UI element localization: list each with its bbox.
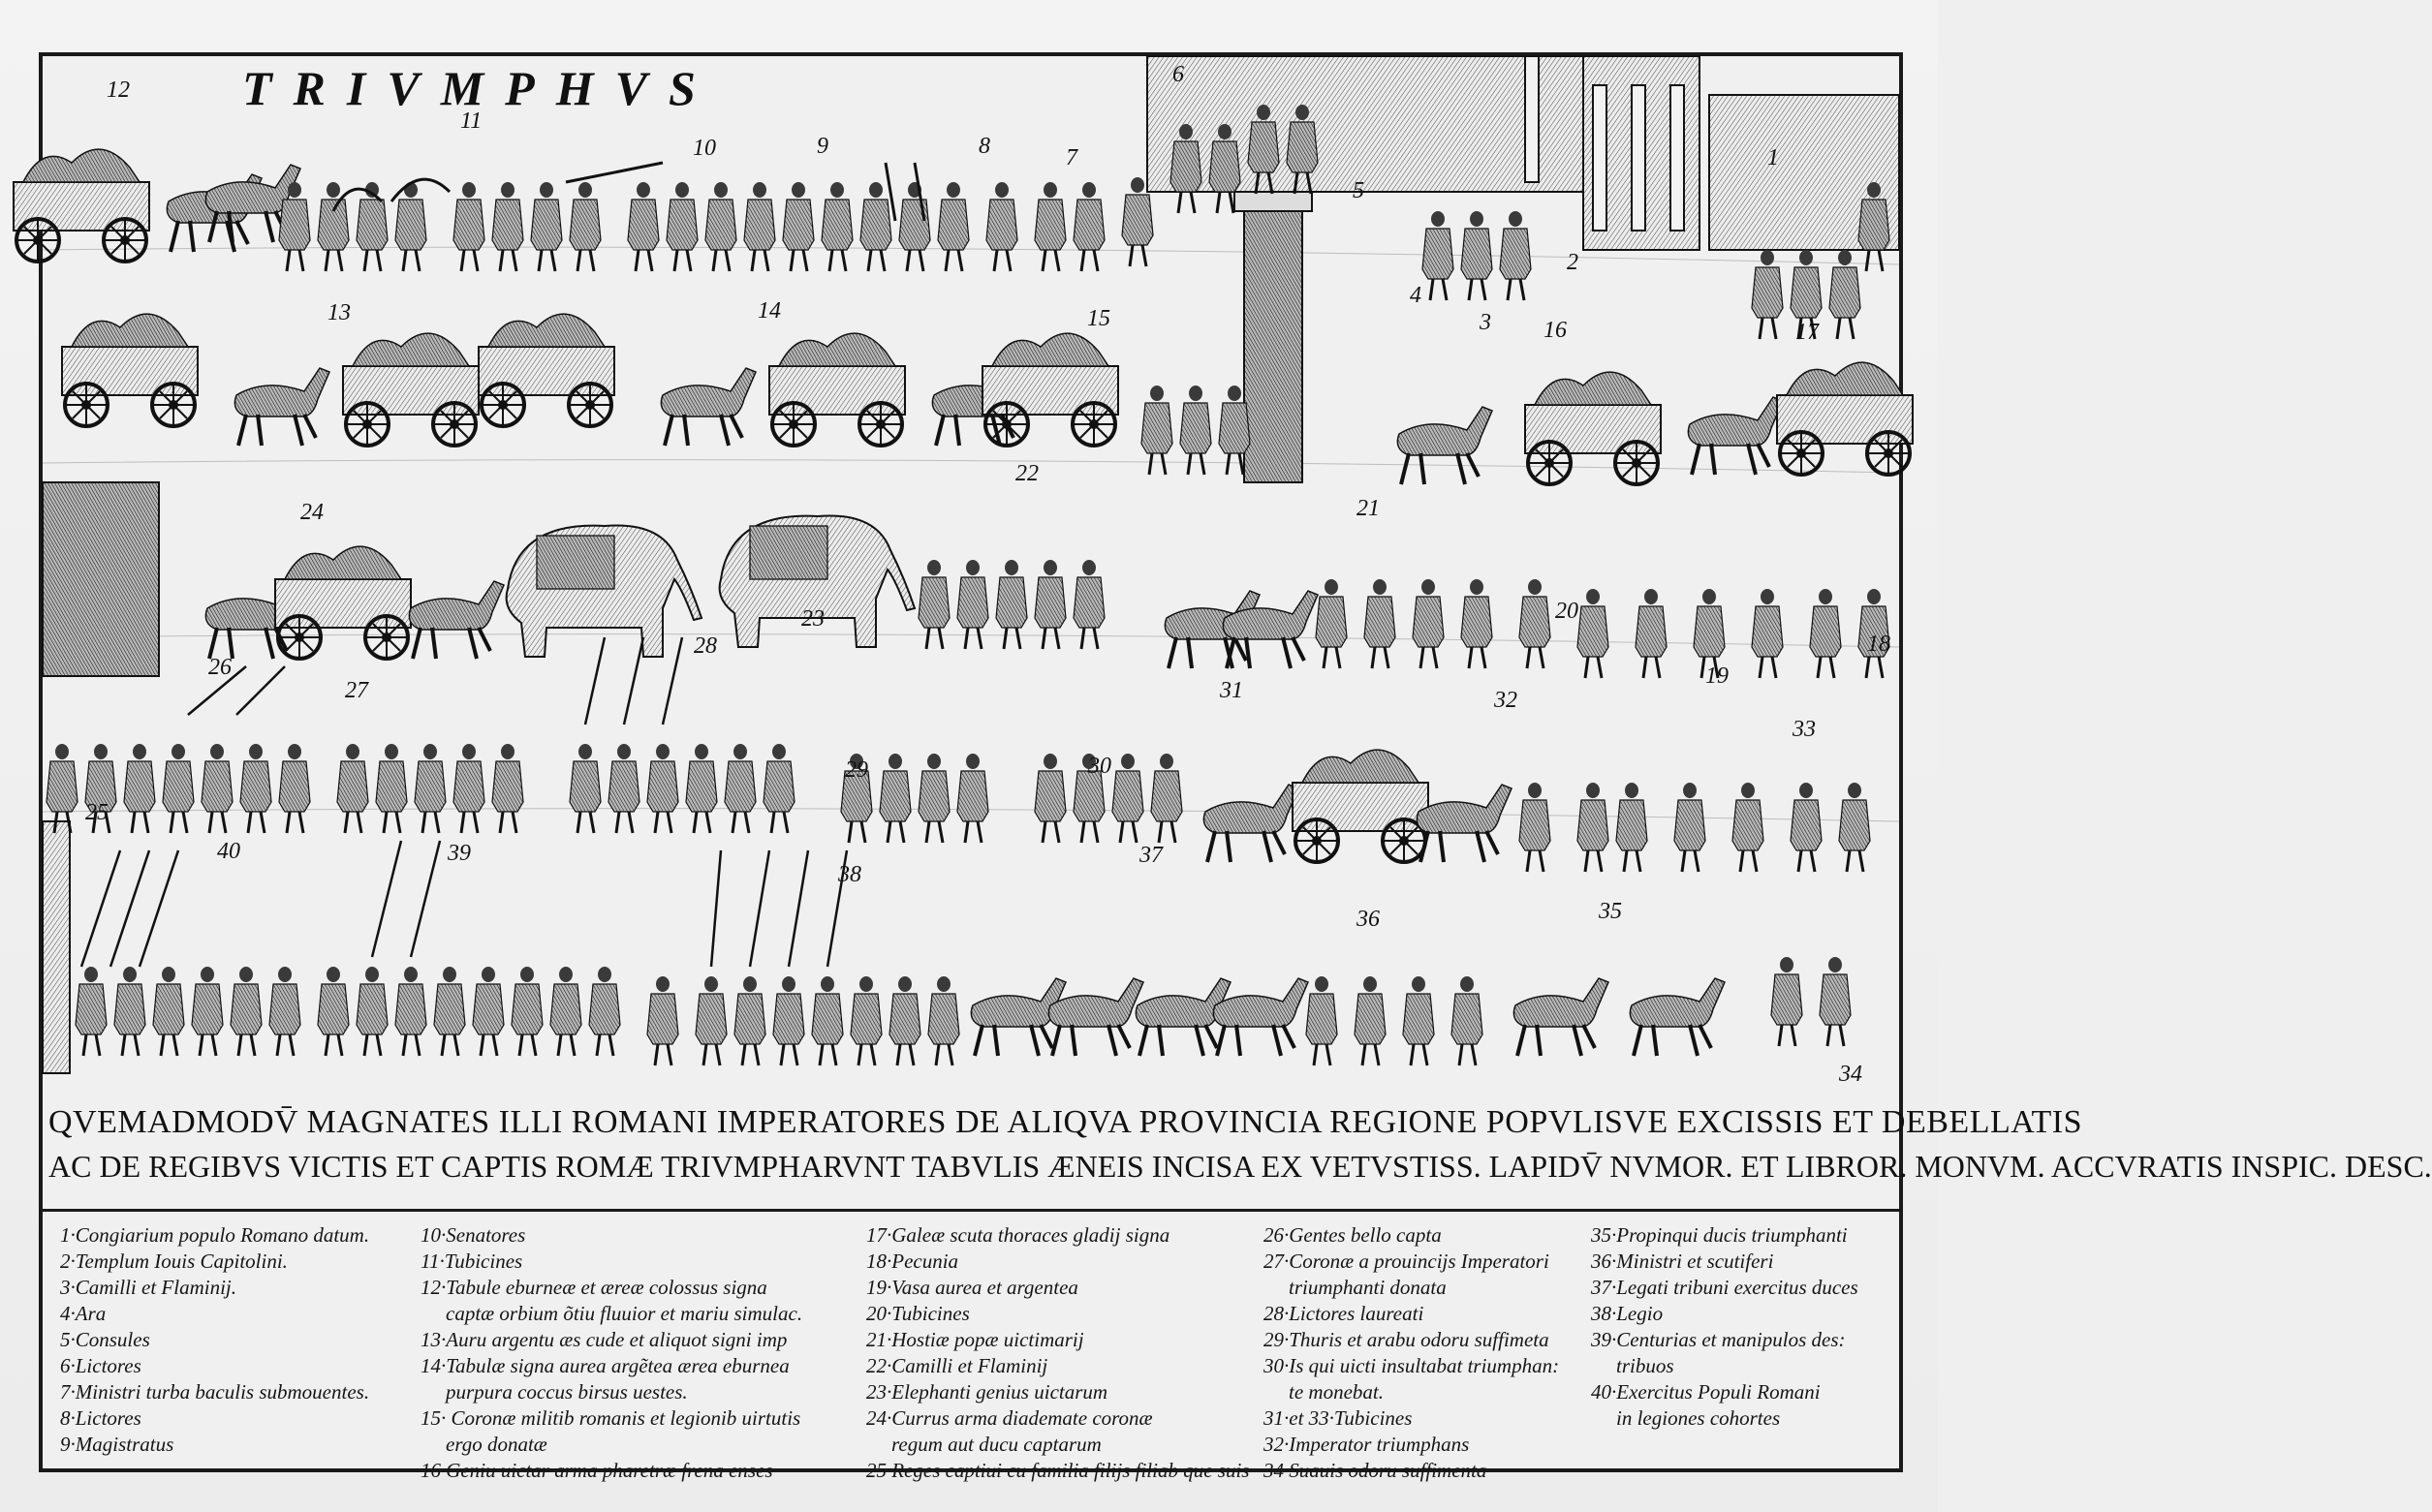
- ref-number: 24: [300, 500, 324, 525]
- legend-item: 6·Lictores: [60, 1354, 141, 1377]
- ref-number: 26: [208, 655, 232, 680]
- ref-number: 4: [1410, 283, 1421, 308]
- ref-number: 22: [1015, 461, 1039, 486]
- ref-number: 32: [1494, 688, 1517, 713]
- legend-item: triumphanti donata: [1289, 1276, 1447, 1299]
- legend-item: captæ orbium õtiu fluuior et mariu simulac.: [446, 1302, 803, 1325]
- procession-row-3: [205, 515, 1889, 678]
- legend-item: 23·Elephanti genius uictarum: [866, 1380, 1108, 1404]
- legend-item: ergo donatæ: [446, 1433, 547, 1456]
- legend-item: 9·Magistratus: [60, 1433, 174, 1456]
- ref-number: 8: [979, 134, 990, 159]
- legend-item: tribuos: [1616, 1354, 1674, 1377]
- legend-item: 20·Tubicines: [866, 1302, 970, 1325]
- ref-number: 10: [693, 136, 716, 161]
- legend-item: 26·Gentes bello capta: [1263, 1223, 1442, 1247]
- ref-number: 7: [1066, 145, 1077, 170]
- ref-number: 40: [217, 839, 240, 864]
- ref-number: 2: [1567, 250, 1578, 275]
- ref-number: 23: [801, 606, 825, 632]
- legend-item: 10·Senatores: [421, 1223, 526, 1247]
- caption-line-1: QVEMADMODV̄ MAGNATES ILLI ROMANI IMPERATORES DE ALIQVA PROVINCIA REGIONE POPVLISVE EXCISSIS ET DEBELLATIS: [48, 1104, 2083, 1140]
- ref-number: 18: [1867, 632, 1890, 657]
- legend-item: 25·Reges captiui cu familia filijs filiab que suis: [866, 1459, 1250, 1482]
- legend-column-5: [1591, 1222, 1858, 1432]
- ref-number: 21: [1356, 496, 1380, 521]
- ref-number: 38: [838, 862, 861, 887]
- legend-item: 22·Camilli et Flaminij: [866, 1354, 1048, 1377]
- legend-column-4: [1263, 1222, 1559, 1484]
- legend-item: 14·Tabulæ signa aurea argẽtea ærea eburnea: [421, 1354, 790, 1377]
- ref-number: 34: [1839, 1062, 1862, 1087]
- ref-number: 33: [1793, 717, 1816, 742]
- legend-item: 38·Legio: [1591, 1302, 1664, 1325]
- engraving-title: TRIVMPHVS: [242, 61, 717, 115]
- caption-line-2: AC DE REGIBVS VICTIS ET CAPTIS ROMÆ TRIVMPHARVNT TABVLIS ÆNEIS INCISA EX VETVSTISS. LAPIDV̄ NVMOR. ET LIBROR. MONVM. ACCVRATIS INSPIC. DESC.: [48, 1149, 2432, 1184]
- ref-number: 5: [1353, 178, 1364, 203]
- legend-item: 17·Galeæ scuta thoraces gladij signa: [866, 1223, 1170, 1247]
- legend-item: 27·Coronæ a prouincijs Imperatori: [1263, 1250, 1549, 1273]
- ref-number: 39: [448, 841, 471, 866]
- legend-item: 19·Vasa aurea et argentea: [866, 1276, 1078, 1299]
- legend-item: 11·Tubicines: [421, 1250, 523, 1273]
- procession-illustration: [43, 56, 1899, 1096]
- legend-item: 35·Propinqui ducis triumphanti: [1591, 1223, 1848, 1247]
- legend-item: 36·Ministri et scutiferi: [1591, 1250, 1774, 1273]
- legend-item: 4·Ara: [60, 1302, 107, 1325]
- legend-item: 5·Consules: [60, 1328, 150, 1351]
- ref-number: 1: [1767, 145, 1779, 170]
- ref-number: 20: [1555, 599, 1578, 624]
- legend-item: te monebat.: [1289, 1380, 1384, 1404]
- legend-item: 32·Imperator triumphans: [1263, 1433, 1470, 1456]
- ref-number: 12: [107, 77, 130, 103]
- legend-item: 15· Coronæ militib romanis et legionib uirtutis: [421, 1406, 801, 1430]
- ref-number: 25: [85, 800, 109, 825]
- legend-column-2: [421, 1222, 802, 1484]
- legend-item: in legiones cohortes: [1616, 1406, 1781, 1430]
- procession-row-2: [62, 314, 1913, 484]
- legend-item: 18·Pecunia: [866, 1250, 959, 1273]
- legend-item: 31·et 33·Tubicines: [1263, 1406, 1413, 1430]
- engraving-scene: [43, 56, 1899, 1096]
- ref-number: 14: [758, 298, 781, 324]
- legend-item: 8·Lictores: [60, 1406, 141, 1430]
- legend-item: 40·Exercitus Populi Romani: [1591, 1380, 1821, 1404]
- legend-item: 16·Geniu uictar arma pharetræ frena enses: [421, 1459, 773, 1482]
- ref-number: 13: [327, 300, 351, 325]
- legend-item: 29·Thuris et arabu odoru suffimeta: [1263, 1328, 1549, 1351]
- ref-number: 19: [1705, 663, 1729, 689]
- ref-number: 35: [1599, 899, 1622, 924]
- legend-item: 37·Legati tribuni exercitus duces: [1591, 1276, 1858, 1299]
- legend-item: 39·Centurias et manipulos des:: [1591, 1328, 1846, 1351]
- legend-item: 34·Suauis odoru suffimenta: [1263, 1459, 1487, 1482]
- legend-item: regum aut ducu captarum: [891, 1433, 1102, 1456]
- legend-item: 30·Is qui uicti insultabat triumphan:: [1263, 1354, 1560, 1377]
- ref-number: 17: [1795, 320, 1819, 345]
- ref-number: 31: [1220, 678, 1243, 703]
- ref-number: 37: [1139, 843, 1163, 868]
- ref-number: 15: [1087, 306, 1110, 331]
- procession-row-5: [76, 841, 1851, 1065]
- ref-number: 30: [1088, 754, 1111, 779]
- legend-item: 3·Camilli et Flaminij.: [60, 1276, 236, 1299]
- ref-number: 3: [1480, 310, 1491, 335]
- legend-item: 13·Auru argentu æs cude et aliquot signi imp: [421, 1328, 788, 1351]
- legend-item: 12·Tabule eburneæ et æreæ colossus signa: [421, 1276, 767, 1299]
- ref-number: 11: [460, 108, 483, 134]
- legend-divider: [43, 1209, 1899, 1212]
- ref-number: 36: [1356, 907, 1380, 932]
- ref-number: 6: [1172, 62, 1184, 87]
- legend-column-3: [866, 1222, 1249, 1484]
- legend-item: 7·Ministri turba baculis submouentes.: [60, 1380, 370, 1404]
- legend-item: 28·Lictores laureati: [1263, 1302, 1424, 1325]
- legend-item: 2·Templum Iouis Capitolini.: [60, 1250, 288, 1273]
- ref-number: 27: [345, 678, 368, 703]
- legend-item: 21·Hostiæ popæ uictimarij: [866, 1328, 1084, 1351]
- procession-row-4: [47, 637, 1870, 872]
- legend-item: purpura coccus birsus uestes.: [446, 1380, 688, 1404]
- ref-number: 28: [694, 633, 717, 659]
- legend-column-1: [60, 1222, 369, 1458]
- ref-number: 16: [1543, 318, 1567, 343]
- legend-item: 24·Currus arma diademate coronæ: [866, 1406, 1153, 1430]
- ref-number: 9: [817, 134, 828, 159]
- ref-number: 29: [845, 757, 868, 783]
- legend-item: 1·Congiarium populo Romano datum.: [60, 1223, 370, 1247]
